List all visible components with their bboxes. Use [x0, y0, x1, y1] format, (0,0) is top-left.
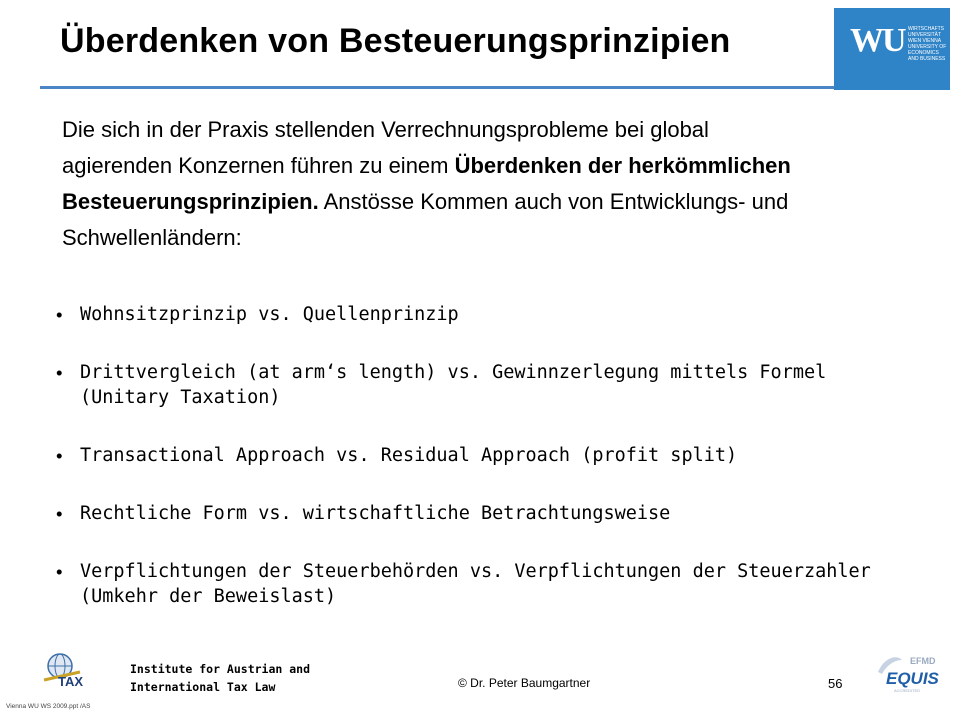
slide-title: Überdenken von Besteuerungsprinzipien — [60, 22, 731, 60]
bullet-item — [56, 443, 916, 468]
globe-tax-logo-icon — [40, 650, 90, 690]
bullet-icon: • — [56, 304, 63, 325]
bullet-item — [56, 360, 916, 410]
intro-text-1: Die sich in der Praxis stellenden Verrechnungsprobleme bei global agierenden Konzernen führen zu einem — [62, 117, 709, 178]
bullet-icon: • — [56, 561, 63, 582]
bullet-text: Verpflichtungen der Steuerbehörden vs. Verpflichtungen der Steuerzahler (Umkehr der Beweislast) — [80, 561, 871, 607]
equis-logo — [872, 650, 944, 694]
intro-text-bold: Überdenken der herkömmlichen Besteuerungsprinzipien. — [62, 153, 791, 214]
bullet-text: Transactional Approach vs. Residual Approach (profit split) — [80, 445, 738, 466]
bullet-item — [56, 302, 916, 327]
svg-text:TAX: TAX — [58, 674, 84, 689]
wu-logo-text: WIRTSCHAFTS UNIVERSITÄT WIEN VIENNA UNIVERSITY OF ECONOMICS AND BUSINESS — [908, 26, 947, 62]
bullet-text: Drittvergleich (at arm‘s length) vs. Gewinnzerlegung mittels Formel (Unitary Taxation) — [80, 362, 827, 408]
bullet-item — [56, 501, 916, 526]
wu-logo — [834, 8, 950, 90]
equis-sub-label: ACCREDITED — [894, 688, 921, 693]
institute-line-1: Institute for Austrian and — [130, 662, 311, 676]
institute-name — [130, 660, 310, 696]
wu-logo-mark: WU — [850, 22, 905, 59]
bullet-icon: • — [56, 503, 63, 524]
bullet-text: Rechtliche Form vs. wirtschaftliche Betrachtungsweise — [80, 503, 671, 524]
equis-top-label: EFMD — [910, 656, 936, 666]
title-underline — [40, 86, 840, 89]
intro-paragraph — [62, 112, 802, 256]
bullet-icon: • — [56, 445, 63, 466]
institute-line-2: International Tax Law — [130, 680, 276, 694]
intro-text-2: Anstösse Kommen auch von Entwicklungs- und Schwellenländern: — [62, 189, 789, 250]
page-number: 56 — [828, 676, 843, 691]
copyright-text: © Dr. Peter Baumgartner — [458, 676, 591, 690]
bullet-text: Wohnsitzprinzip vs. Quellenprinzip — [80, 304, 459, 325]
file-reference: Vienna WU WS 2009.ppt /AS — [6, 703, 91, 710]
bullet-list — [56, 302, 916, 642]
bullet-icon: • — [56, 362, 63, 383]
bullet-item — [56, 559, 916, 609]
equis-main-label: EQUIS — [886, 669, 939, 688]
